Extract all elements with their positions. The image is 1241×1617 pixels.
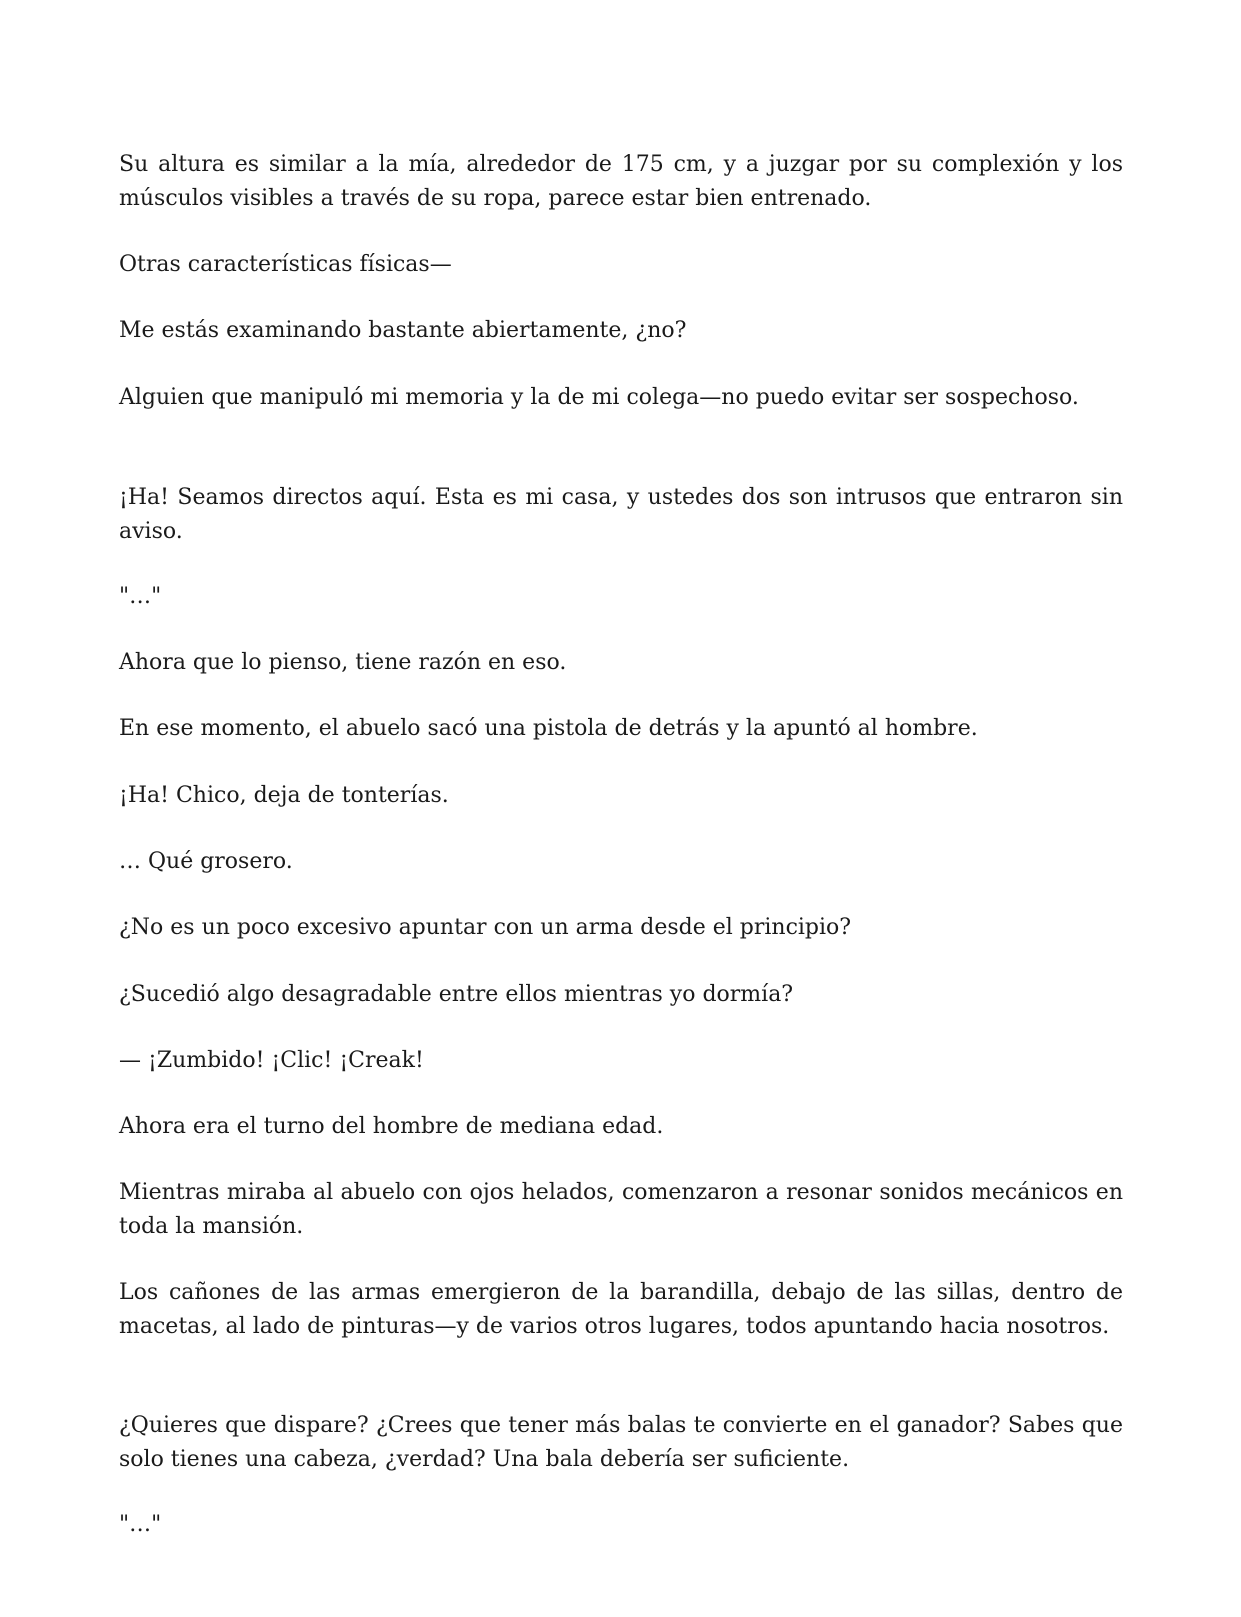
paragraph: "…" [119, 584, 162, 609]
paragraph: ¡Ha! Seamos directos aquí. Esta es mi casa, y ustedes dos son intrusos que entraron sin aviso. [119, 485, 1123, 544]
paragraph: Los cañones de las armas emergieron de la barandilla, debajo de las sillas, dentro de macetas, al lado de pinturas—y de varios otros lugares, todos apuntando hacia nosotros. [119, 1280, 1123, 1339]
paragraph: ¿Quieres que dispare? ¿Crees que tener más balas te convierte en el ganador? Sabes que solo tienes una cabeza, ¿verdad? Una bala debería ser suficiente. [119, 1413, 1123, 1472]
paragraph: Mientras miraba al abuelo con ojos helados, comenzaron a resonar sonidos mecánicos en toda la mansión. [119, 1180, 1123, 1239]
paragraph: Me estás examinando bastante abiertamente, ¿no? [119, 318, 687, 343]
paragraph: Su altura es similar a la mía, alrededor de 175 cm, y a juzgar por su complexión y los músculos visibles a través de su ropa, parece estar bien entrenado. [119, 152, 1123, 211]
paragraph: ¿No es un poco excesivo apuntar con un arma desde el principio? [119, 915, 852, 940]
paragraph: … Qué grosero. [119, 849, 293, 874]
paragraph: Ahora era el turno del hombre de mediana edad. [119, 1114, 664, 1139]
paragraph: Alguien que manipuló mi memoria y la de mi colega—no puedo evitar ser sospechoso. [119, 385, 1079, 410]
paragraph: ¿Sucedió algo desagradable entre ellos mientras yo dormía? [119, 982, 794, 1007]
paragraph: Otras características físicas— [119, 252, 452, 277]
paragraph: ¡Ha! Chico, deja de tonterías. [119, 783, 449, 808]
paragraph: En ese momento, el abuelo sacó una pistola de detrás y la apuntó al hombre. [119, 716, 978, 741]
paragraph: "…" [119, 1512, 162, 1537]
paragraph: — ¡Zumbido! ¡Clic! ¡Creak! [119, 1048, 424, 1073]
paragraph: Ahora que lo pienso, tiene razón en eso. [119, 650, 567, 675]
